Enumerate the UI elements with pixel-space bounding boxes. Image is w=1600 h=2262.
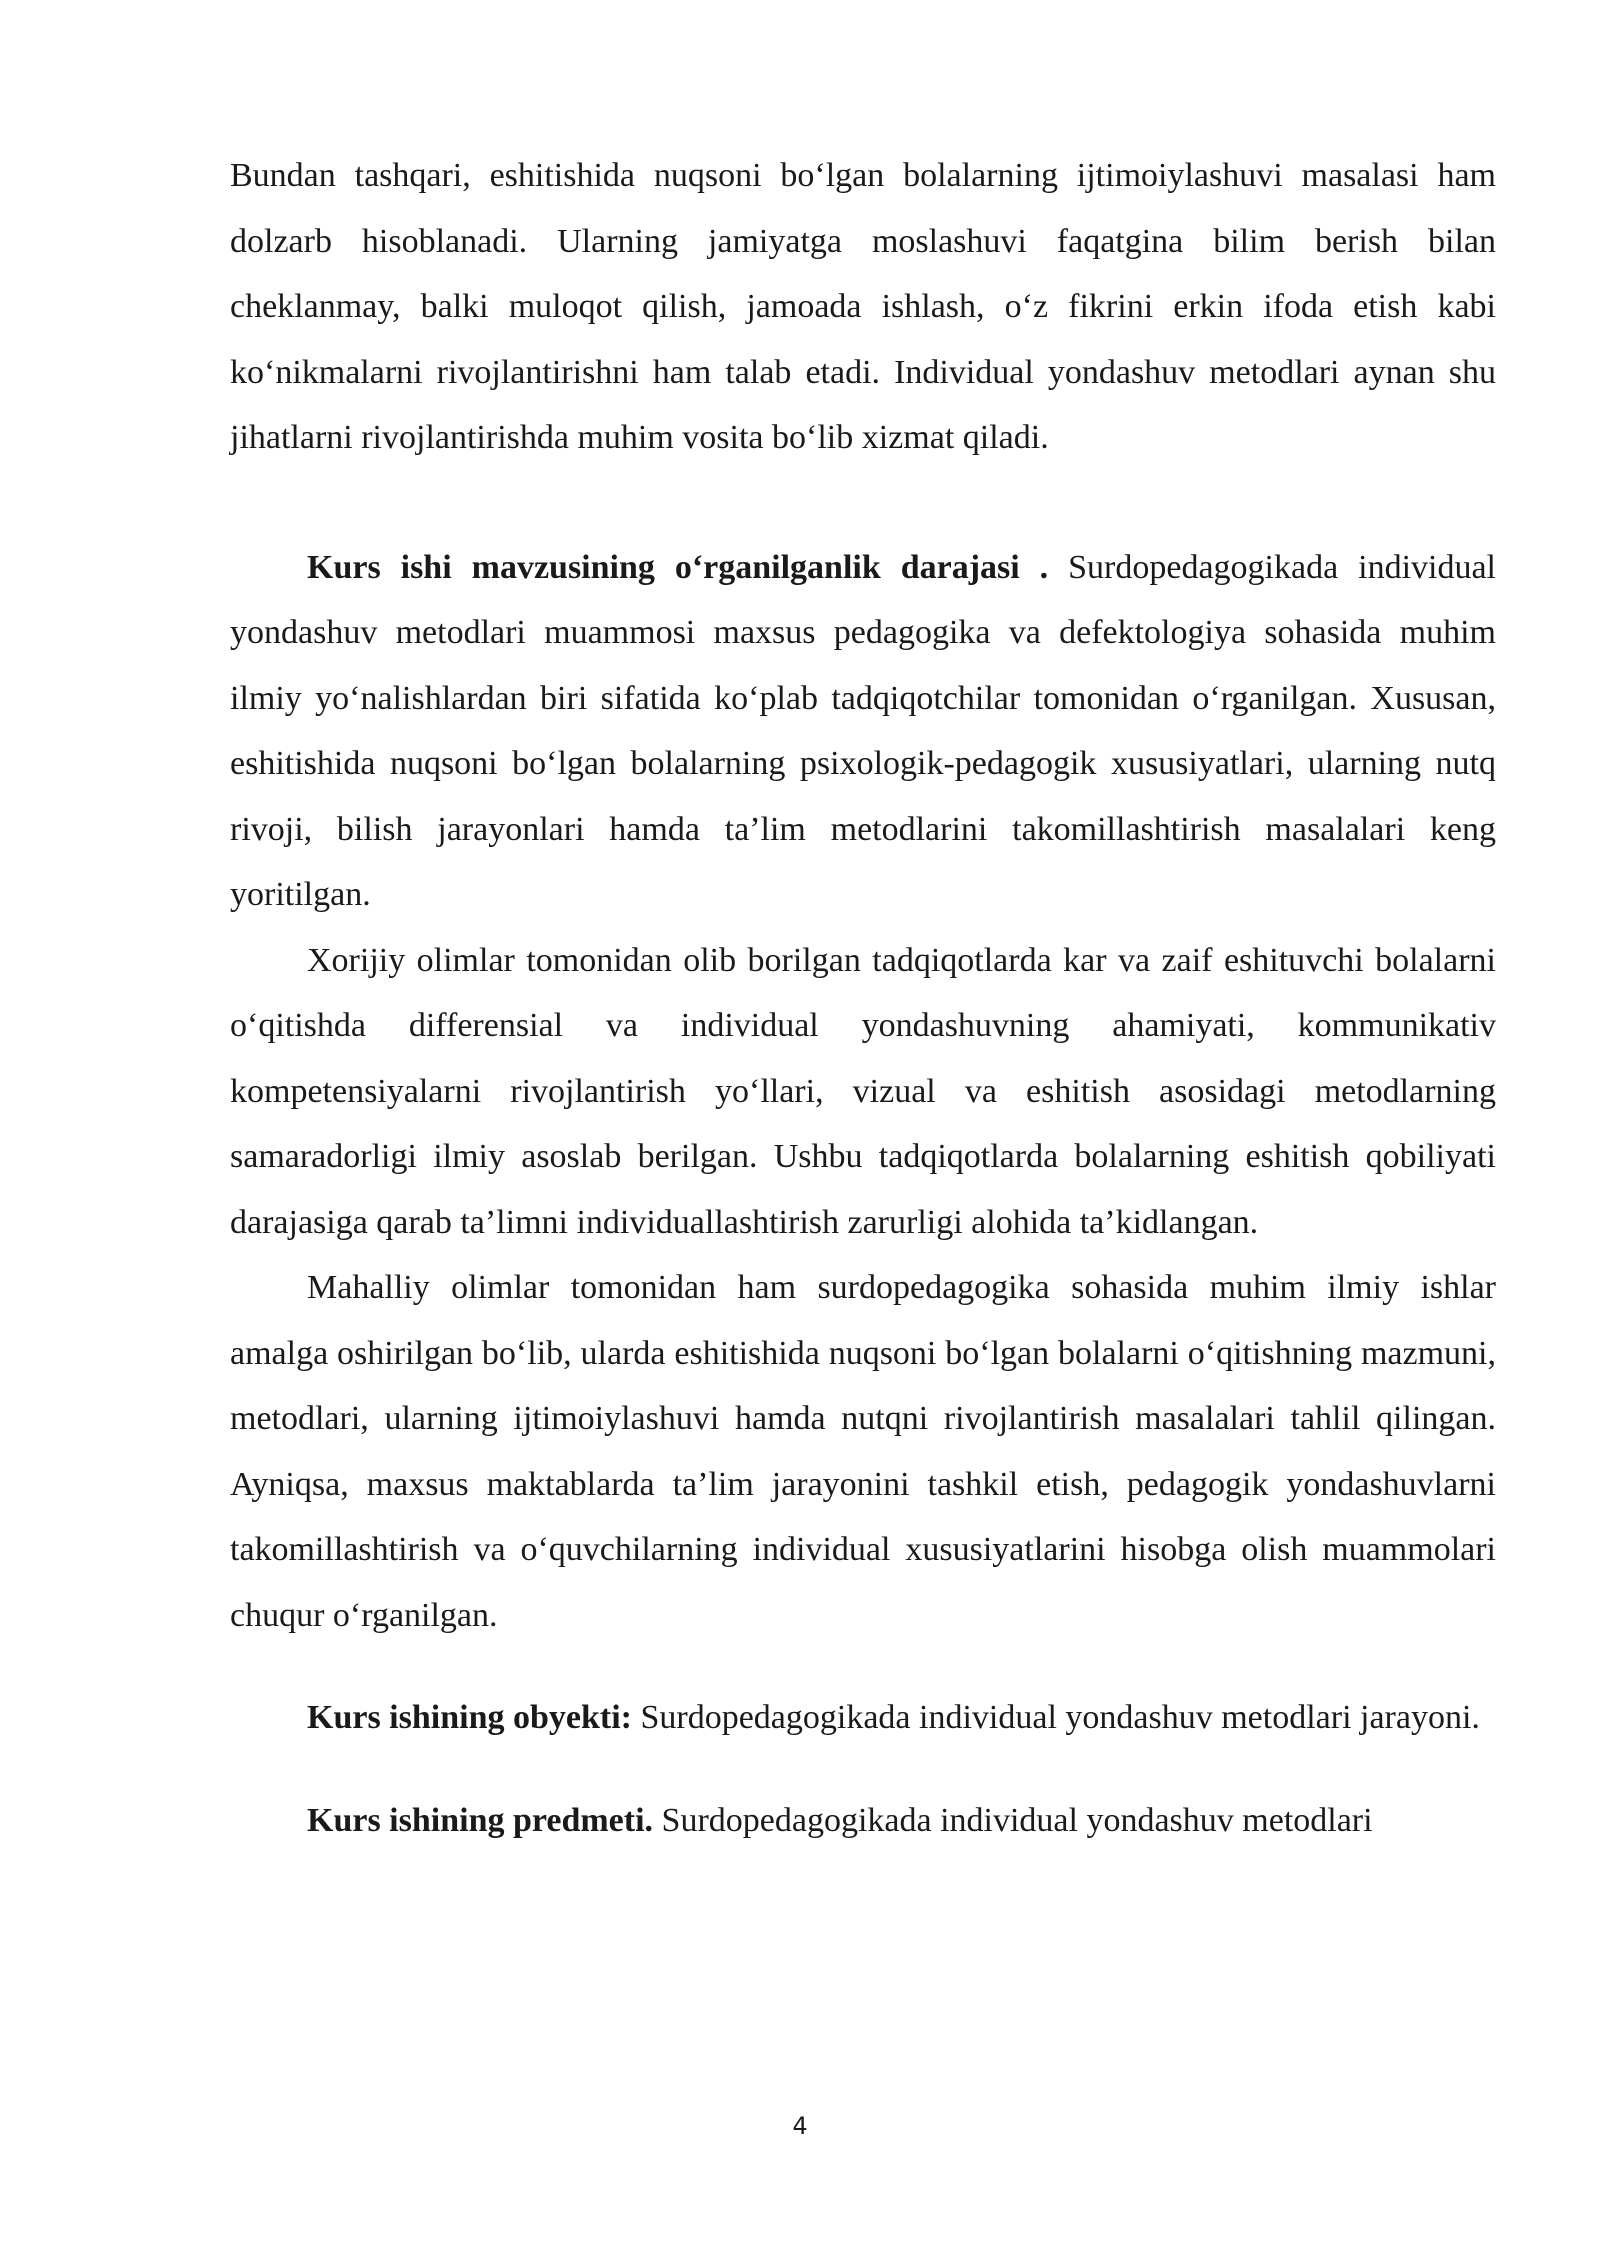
page-number: 4: [792, 2112, 808, 2140]
paragraph-spacer: [230, 1648, 1496, 1685]
section-heading-research-level: Kurs ishi mavzusining o‘rganilganlik darajasi .: [307, 548, 1049, 586]
paragraph-social-adaptation: Bundan tashqari, eshitishida nuqsoni bo‘lgan bolalarning ijtimoiylashuvi masalasi ham dolzarb hisoblanadi. Ularning jamiyatga moslashuvi faqatgina bilim berish bilan cheklanmay, balki muloqot qilish, jamoada ishlash, o‘z fikrini erkin ifoda etish kabi ko‘nikmalarni rivojlantirishni ham talab etadi. Individual yondashuv metodlari aynan shu jihatlarni rivojlantirishda muhim vosita bo‘lib xizmat qiladi.: [230, 157, 1496, 456]
paragraph-local-scholars: Mahalliy olimlar tomonidan ham surdopedagogika sohasida muhim ilmiy ishlar amalga oshirilgan bo‘lib, ularda eshitishida nuqsoni bo‘lgan bolalarni o‘qitishning mazmuni, metodlari, ularning ijtimoiylashuvi hamda nutqni rivojlantirish masalalari tahlil qilingan. Ayniqsa, maxsus maktablarda ta’lim jarayonini tashkil etish, pedagogik yondashuvlarni takomillashtirish va o‘quvchilarning individual xususiyatlarini hisobga olish muammolari chuqur o‘rganilgan.: [230, 1269, 1496, 1634]
document-body: [230, 143, 1496, 1853]
section-heading-subject: Kurs ishining predmeti.: [307, 1801, 654, 1839]
paragraph-spacer: [230, 471, 1496, 535]
paragraph-object-text: Surdopedagogikada individual yondashuv metodlari jarayoni.: [631, 1699, 1480, 1736]
paragraph-research-level: [230, 535, 1496, 928]
paragraph-subject-text: Surdopedagogikada individual yondashuv metodlari: [653, 1801, 1373, 1839]
paragraph-object: [230, 1685, 1496, 1751]
paragraph-subject: [230, 1788, 1496, 1854]
paragraph-foreign-scholars: Xorijiy olimlar tomonidan olib borilgan tadqiqotlarda kar va zaif eshituvchi bolalarni o‘qitishda differensial va individual yondashuvning ahamiyati, kommunikativ kompetensiyalarni rivojlantirish yo‘llari, vizual va eshitish asosidagi metodlarning samaradorligi ilmiy asoslab berilgan. Ushbu tadqiqotlarda bolalarning eshitish qobiliyati darajasiga qarab ta’limni individuallashtirish zarurligi alohida ta’kidlangan.: [230, 941, 1496, 1241]
paragraph-research-level-text: Surdopedagogikada individual yondashuv metodlari muammosi maxsus pedagogika va defektologiya sohasida muhim ilmiy yo‘nalishlardan biri sifatida ko‘plab tadqiqotchilar tomonidan o‘rganilgan. Xususan, eshitishida nuqsoni bo‘lgan bolalarning psixologik-pedagogik xususiyatlari, ularning nutq rivoji, bilish jarayonlari hamda ta’lim metodlarini takomillashtirish masalalari keng yoritilgan.: [230, 548, 1496, 913]
section-heading-object: Kurs ishining obyekti:: [307, 1699, 632, 1736]
paragraph-spacer: [230, 1751, 1496, 1788]
